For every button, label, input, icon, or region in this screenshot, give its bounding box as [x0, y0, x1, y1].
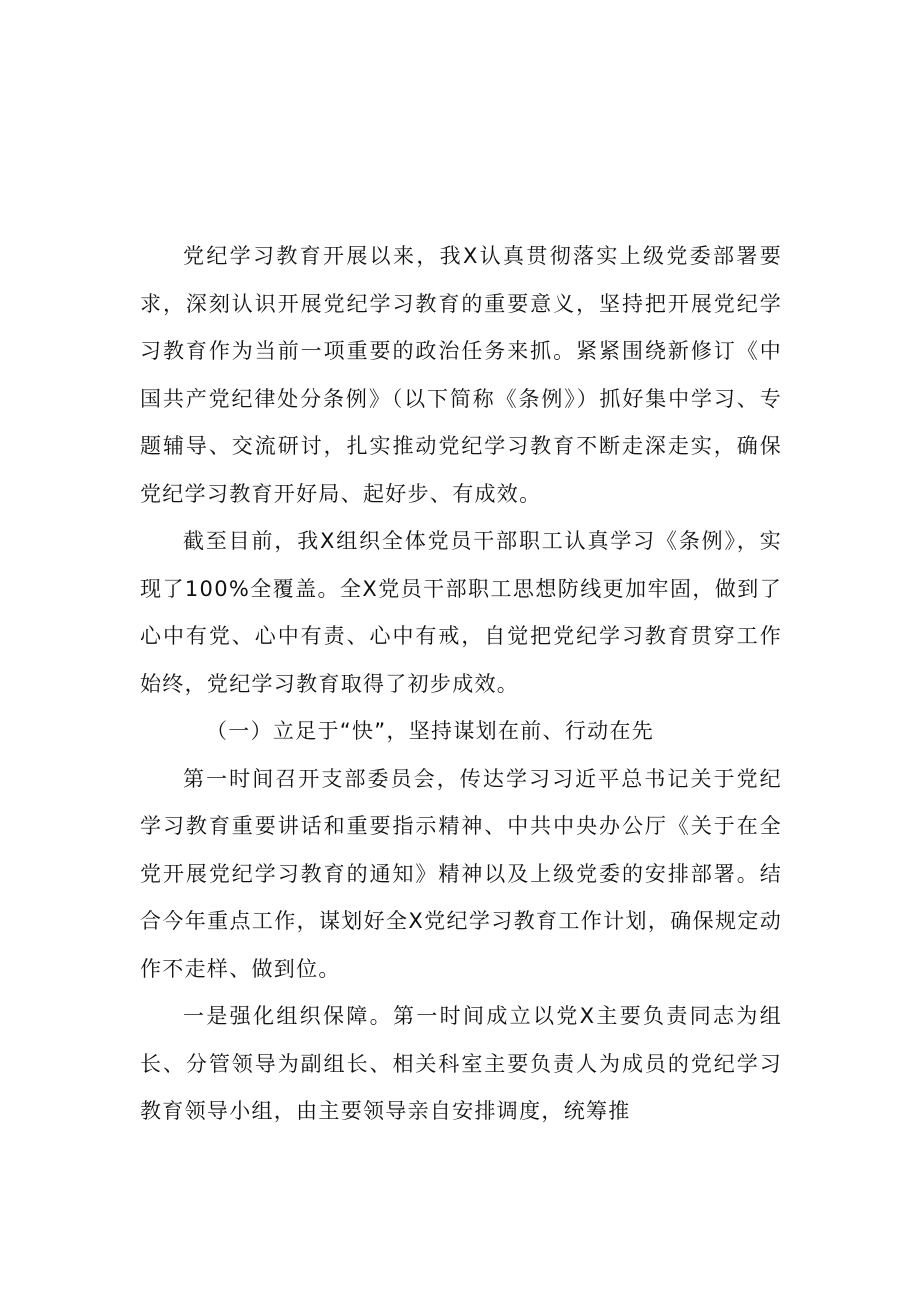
section-heading-1: （一）立足于“快”，坚持谋划在前、行动在先 — [206, 719, 655, 743]
paragraph-organization: 一是强化组织保障。第一时间成立以党X主要负责同志为组长、分管领导为副组长、相关科室主要负责人为成员的党纪学习教育领导小组，由主要领导亲自安排调度，统筹推 — [140, 1004, 782, 1123]
document-body — [140, 233, 782, 1136]
paragraph-intro: 党纪学习教育开展以来，我X认真贯彻落实上级党委部署要求，深刻认识开展党纪学习教育的重要意义，坚持把开展党纪学习教育作为当前一项重要的政治任务来抓。紧紧围绕新修订《中国共产党纪律处分条例》（以下简称《条例》）抓好集中学习、专题辅导、交流研讨，扎实推动党纪学习教育不断走深走实，确保党纪学习教育开好局、起好步、有成效。 — [140, 244, 782, 506]
paragraph-section-1: 第一时间召开支部委员会，传达学习习近平总书记关于党纪学习教育重要讲话和重要指示精神、中共中央办公厅《关于在全党开展党纪学习教育的通知》精神以及上级党委的安排部署。结合今年重点工作，谋划好全X党纪学习教育工作计划，确保规定动作不走样、做到位。 — [140, 766, 782, 981]
paragraph-progress: 截至目前，我X组织全体党员干部职工认真学习《条例》，实现了100%全覆盖。全X党员干部职工思想防线更加牢固，做到了心中有党、心中有责、心中有戒，自觉把党纪学习教育贯穿工作始终，党纪学习教育取得了初步成效。 — [140, 529, 782, 696]
